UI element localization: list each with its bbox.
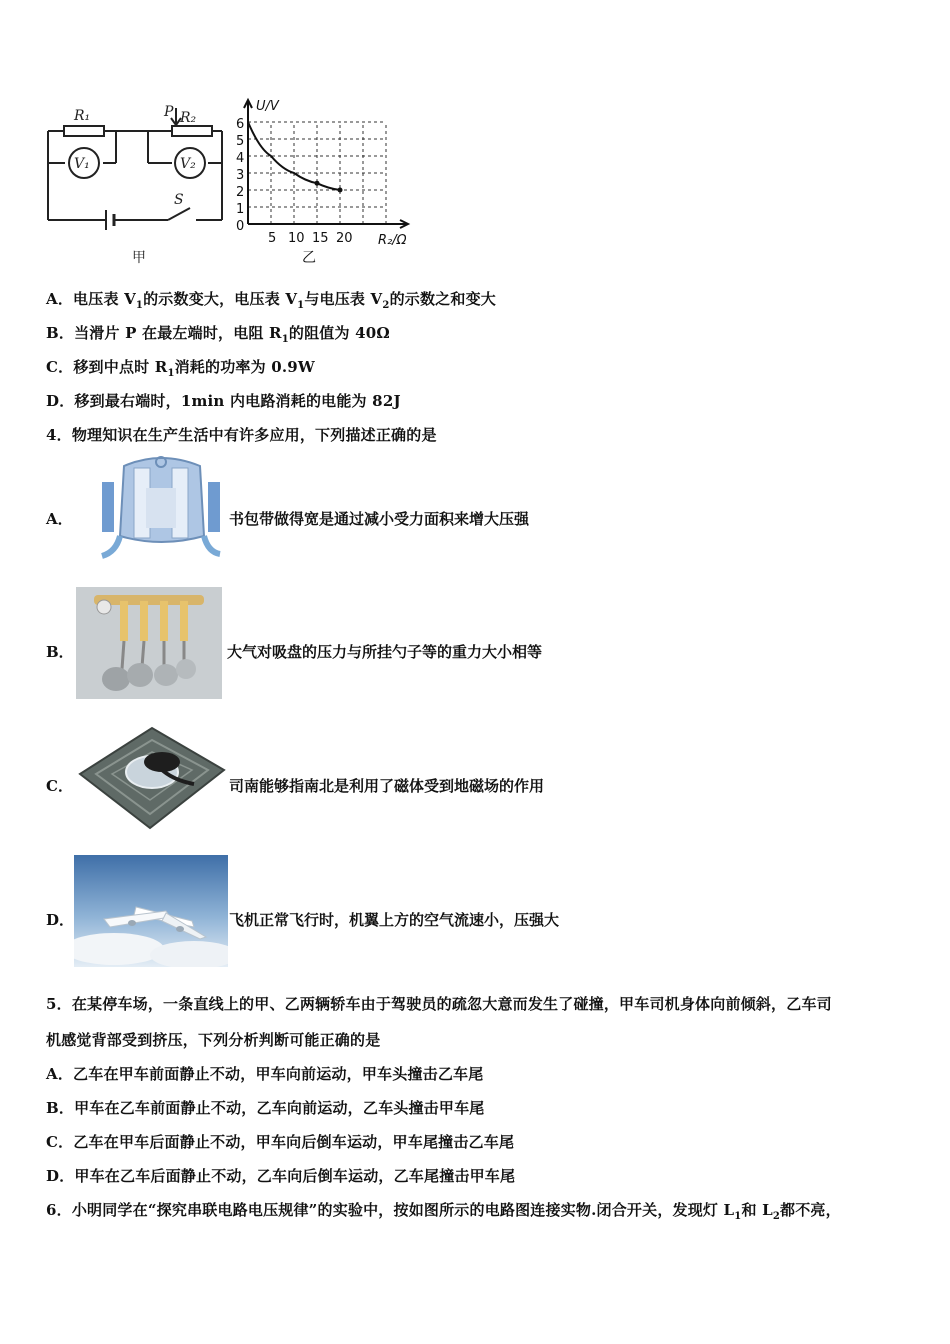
text: 与电压表 V (304, 290, 383, 308)
suction-hook-image (76, 587, 222, 699)
subscript: 1 (734, 1211, 742, 1222)
y-axis-label: U/V (256, 99, 279, 114)
circuit-diagram (40, 100, 240, 270)
q4-b-letter: B． (46, 643, 74, 661)
q3-option-b (46, 322, 390, 345)
q4-a-letter: A． (46, 510, 73, 528)
label-s: S (174, 192, 184, 208)
q4-d-letter: D． (46, 911, 75, 929)
q3-option-a (46, 288, 496, 311)
q4-b-text: 大气对吸盘的压力与所挂勺子等的重力大小相等 (227, 643, 543, 661)
x-tick: 15 (312, 231, 329, 246)
data-point (338, 188, 343, 193)
airplane-image (74, 855, 228, 967)
label-v2: V₂ (180, 156, 196, 172)
q5-option-d: D．甲车在乙车后面静止不动，乙车向后倒车运动，乙车尾撞击甲车尾 (46, 1167, 516, 1185)
label-p: P (164, 104, 174, 120)
y-tick: 2 (236, 185, 245, 200)
option-letter: D． (46, 392, 75, 410)
q5-option-a: A．乙车在甲车前面静止不动，甲车向前运动，甲车头撞击乙车尾 (46, 1065, 484, 1083)
subscript: 1 (297, 300, 305, 311)
x-axis-label: R₂/Ω (378, 233, 407, 248)
text: 都不亮， (780, 1201, 841, 1219)
spoons-icon (76, 587, 222, 699)
q3-option-d (46, 390, 401, 411)
u-r-graph (228, 96, 428, 270)
caption-jia: 甲 (132, 250, 146, 266)
text: 当滑片 P 在最左端时，电阻 R (74, 324, 282, 342)
text: 的阻值为 40Ω (288, 324, 390, 342)
caption-yi: 乙 (302, 250, 316, 266)
subscript: 1 (281, 334, 289, 345)
option-letter: C． (46, 358, 74, 376)
y-tick: 1 (236, 202, 245, 217)
q5-stem-line2: 机感觉背部受到挤压，下列分析判断可能正确的是 (46, 1031, 381, 1049)
text: 的示数之和变大 (389, 290, 496, 308)
q5-option-c: C．乙车在甲车后面静止不动，甲车向后倒车运动，甲车尾撞击乙车尾 (46, 1133, 515, 1151)
switch-s (168, 208, 190, 220)
y-tick: 5 (236, 134, 245, 149)
q4-d-text: 飞机正常飞行时，机翼上方的空气流速小，压强大 (229, 911, 560, 929)
sinan-compass-image (74, 722, 228, 834)
y-tick: 3 (236, 168, 245, 183)
q5-option-b: B．甲车在乙车前面静止不动，乙车向前运动，乙车头撞击甲车尾 (46, 1099, 485, 1117)
x-tick: 10 (288, 231, 305, 246)
y-tick: 6 (236, 117, 245, 132)
compass-icon (74, 722, 228, 834)
label-r2: R₂ (180, 110, 197, 126)
option-letter: B． (46, 324, 75, 342)
q3-option-c (46, 356, 315, 379)
text: 移到中点时 R (73, 358, 168, 376)
option-letter: A． (46, 290, 74, 308)
text: 电压表 V (73, 290, 136, 308)
text: 移到最右端时，1min 内电路消耗的电能为 82J (74, 392, 401, 410)
q4-a-text: 书包带做得宽是通过减小受力面积来增大压强 (229, 510, 530, 528)
resistor-r1 (64, 126, 104, 136)
subscript: 1 (167, 368, 175, 379)
y-tick: 4 (236, 151, 245, 166)
text: 消耗的功率为 0.9W (174, 358, 315, 376)
label-r1: R₁ (74, 108, 91, 124)
q4-c-letter: C． (46, 777, 73, 795)
data-point (315, 181, 320, 186)
resistor-r2 (172, 126, 212, 136)
y-tick: 0 (236, 219, 245, 234)
q4-c-text: 司南能够指南北是利用了磁体受到地磁场的作用 (229, 777, 545, 795)
x-tick: 5 (268, 231, 277, 246)
backpack-icon (96, 452, 226, 564)
label-v1: V₁ (74, 156, 90, 172)
q4-stem: 4．物理知识在生产生活中有许多应用，下列描述正确的是 (46, 426, 437, 444)
subscript: 1 (135, 300, 144, 311)
q5-stem-line1: 5．在某停车场，一条直线上的甲、乙两辆轿车由于驾驶员的疏忽大意而发生了碰撞，甲车司机身体向前倾斜，乙车司 (46, 995, 832, 1013)
subscript: 2 (772, 1211, 781, 1222)
text: 和 L (741, 1201, 773, 1219)
subscript: 2 (382, 300, 390, 311)
airplane-icon (74, 855, 228, 967)
q6-stem (46, 1199, 841, 1222)
x-tick: 20 (336, 231, 353, 246)
text: 6．小明同学在“探究串联电路电压规律”的实验中，按如图所示的电路图连接实物.闭合开关，发现灯 L (46, 1201, 735, 1219)
text: 的示数变大，电压表 V (143, 290, 298, 308)
backpack-image (96, 452, 226, 564)
